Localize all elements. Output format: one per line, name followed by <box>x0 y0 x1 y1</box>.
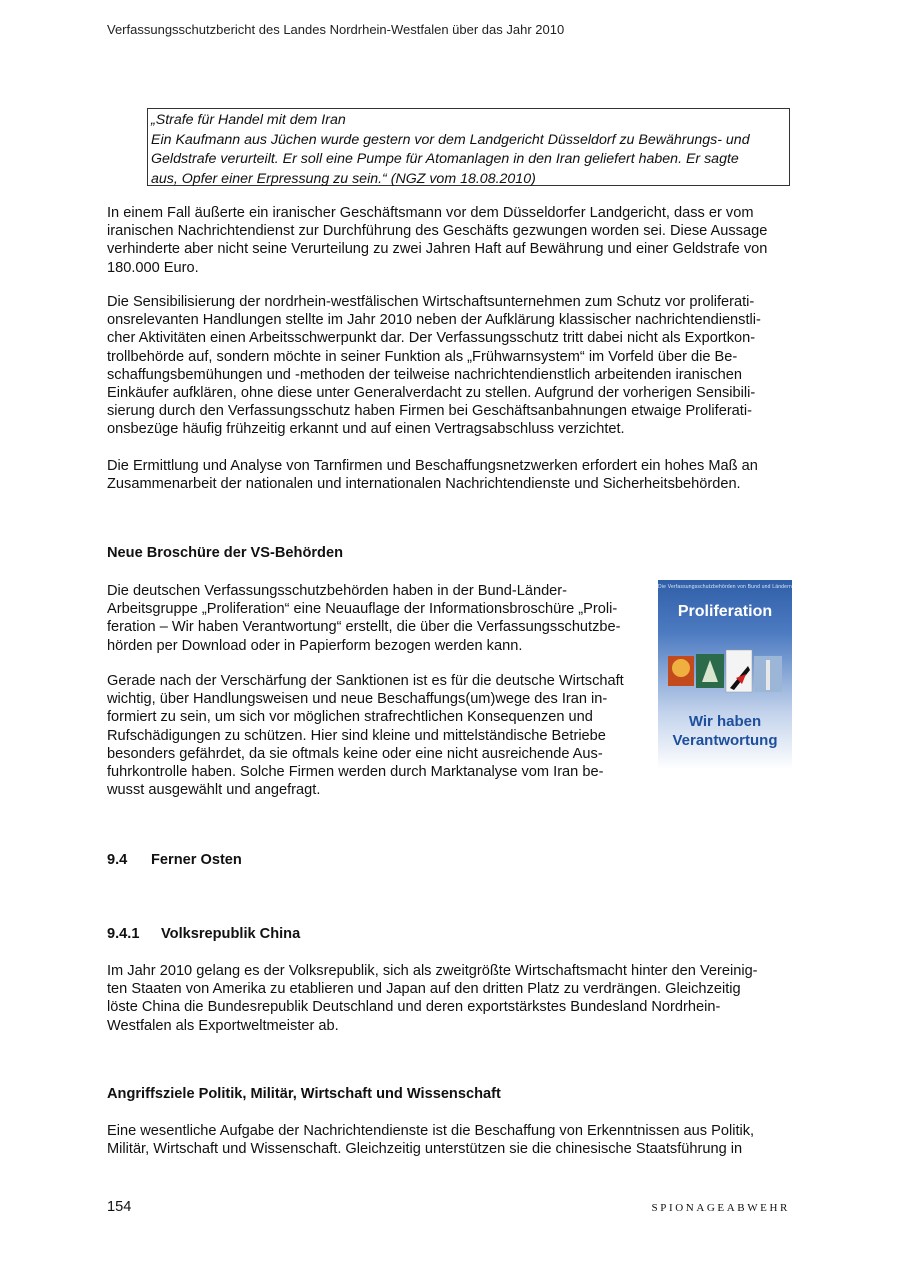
quote-line: aus, Opfer einer Erpressung zu sein.“ (NGZ vom 18.08.2010) <box>151 170 536 187</box>
brochure-tagline-2: Verantwortung <box>672 732 778 749</box>
heading-broschure: Neue Broschüre der VS-Behörden <box>107 545 343 561</box>
text-line: trollbehörde auf, sondern möchte in seiner Funktion als „Frühwarnsystem“ im Vorfeld über die Be- <box>107 348 738 365</box>
text-line: 180.000 Euro. <box>107 259 199 276</box>
text-line: wichtig, über Handlungsweisen und neue Beschaffungs(um)wege des Iran in- <box>107 691 608 708</box>
page-number: 154 <box>107 1199 132 1215</box>
paragraph-china <box>107 962 792 1035</box>
text-line: Die Ermittlung und Analyse von Tarnfirmen und Beschaffungsnetzwerken erfordert ein hohes Maß an <box>107 458 758 474</box>
heading-section-9-4-1 <box>107 926 300 942</box>
text-line: Die deutschen Verfassungsschutzbehörden haben in der Bund-Länder- <box>107 583 568 599</box>
text-line: iranischen Nachrichtendienst zur Durchführung des Geschäfts gezwungen worden sei. Diese Aussage <box>107 223 768 240</box>
text-line: feration – Wir haben Verantwortung“ erstellt, die über die Verfassungsschutzbe- <box>107 619 621 636</box>
text-line: besonders gefährdet, da sie oftmals keine oder eine nicht ausreichende Aus- <box>107 745 603 762</box>
text-line: Militär, Wirtschaft und Wissenschaft. Gleichzeitig unterstützen sie die chinesische Staatsführung in <box>107 1141 743 1158</box>
heading-section-9-4 <box>107 852 242 868</box>
brochure-photo-collage <box>666 648 784 698</box>
footer-section-label: SPIONAGEABWEHR <box>651 1202 790 1214</box>
text-line: Einkäufer aufklären, ohne diese unter Generalverdacht zu stellen. Aufgrund der vorherigen Sensibili- <box>107 385 756 402</box>
quote-line: Geldstrafe verurteilt. Er soll eine Pumpe für Atomanlagen in den Iran geliefert haben. Er sagte <box>151 151 739 167</box>
paragraph-sanktionen <box>107 672 647 799</box>
section-title: Volksrepublik China <box>161 926 301 942</box>
text-line: Arbeitsgruppe „Proliferation“ eine Neuauflage der Informationsbroschüre „Proli- <box>107 601 618 618</box>
section-number: 9.4 <box>107 852 128 868</box>
text-line: löste China die Bundesrepublik Deutschland und deren exportstärkstes Bundesland Nordrhein- <box>107 999 721 1016</box>
paragraph-broschure <box>107 582 647 655</box>
text-line: Gerade nach der Verschärfung der Sanktionen ist es für die deutsche Wirtschaft <box>107 673 624 689</box>
text-line: In einem Fall äußerte ein iranischer Geschäftsmann vor dem Düsseldorfer Landgericht, dass er vom <box>107 205 754 221</box>
text-line: hörden per Download oder in Papierform bezogen werden kann. <box>107 637 523 654</box>
paragraph-aufgabe <box>107 1122 792 1158</box>
text-line: cher Aktivitäten einen Arbeitsschwerpunkt dar. Der Verfassungsschutz tritt dabei nicht als Exportkon- <box>107 330 756 347</box>
quote-line: Ein Kaufmann aus Jüchen wurde gestern vor dem Landgericht Düsseldorf zu Bewährungs- und <box>151 131 750 148</box>
brochure-title: Proliferation <box>677 603 773 620</box>
text-line: Eine wesentliche Aufgabe der Nachrichtendienste ist die Beschaffung von Erkenntnissen aus Politik, <box>107 1123 755 1139</box>
text-line: formiert zu sein, um sich vor möglichen strafrechtlichen Konsequenzen und <box>107 709 593 726</box>
section-number: 9.4.1 <box>107 926 140 942</box>
text-line: Rufschädigungen zu schützen. Hier sind kleine und mittelständische Betriebe <box>107 727 606 744</box>
text-line: onsrelevanten Handlungen stellte im Jahr 2010 neben der Aufklärung klassischer nachrichtendienstli- <box>107 312 761 329</box>
text-line: fuhrkontrolle haben. Solche Firmen werden durch Marktanalyse vom Iran be- <box>107 764 604 781</box>
paragraph-court-case <box>107 204 792 277</box>
text-line: Die Sensibilisierung der nordrhein-westfälischen Wirtschaftsunternehmen zum Schutz vor proliferati- <box>107 294 755 310</box>
brochure-tagline-1: Wir haben <box>688 713 762 730</box>
brochure-subtitle: Die Verfassungsschutzbehörden von Bund und Ländern <box>658 584 792 590</box>
paragraph-ermittlung <box>107 457 792 493</box>
heading-angriffsziele: Angriffsziele Politik, Militär, Wirtschaft und Wissenschaft <box>107 1086 501 1102</box>
text-line: wusst ausgewählt und angefragt. <box>107 782 321 799</box>
running-header: Verfassungsschutzbericht des Landes Nordrhein-Westfalen über das Jahr 2010 <box>107 22 565 37</box>
text-line: Zusammenarbeit der nationalen und internationalen Nachrichtendienste und Sicherheitsbehörden. <box>107 476 741 493</box>
text-line: sierung durch den Verfassungsschutz haben Firmen bei Geschäftsanbahnungen etwaige Proliferati- <box>107 403 752 420</box>
section-title: Ferner Osten <box>151 852 242 868</box>
quote-box <box>147 108 790 186</box>
brochure-cover-image <box>658 580 792 770</box>
paragraph-sensibilisierung <box>107 293 792 439</box>
text-line: Im Jahr 2010 gelang es der Volksrepublik, sich als zweitgrößte Wirtschaftsmacht hinter den Vereinig- <box>107 963 758 979</box>
text-line: schaffungsbemühungen und -methoden der teilweise nachrichtendienstlich arbeitenden iranischen <box>107 366 742 383</box>
text-line: verhinderte aber nicht seine Verurteilung zu zwei Jahren Haft auf Bewährung und einer Geldstrafe von <box>107 241 768 258</box>
text-line: Westfalen als Exportweltmeister ab. <box>107 1017 339 1034</box>
quote-line: „Strafe für Handel mit dem Iran <box>151 112 346 128</box>
text-line: onsbezüge häufig frühzeitig erkannt und auf einen Vertragsabschluss verzichtet. <box>107 421 625 438</box>
text-line: ten Staaten von Amerika zu etablieren und Japan auf den dritten Platz zu verdrängen. Gleichzeitig <box>107 981 741 998</box>
